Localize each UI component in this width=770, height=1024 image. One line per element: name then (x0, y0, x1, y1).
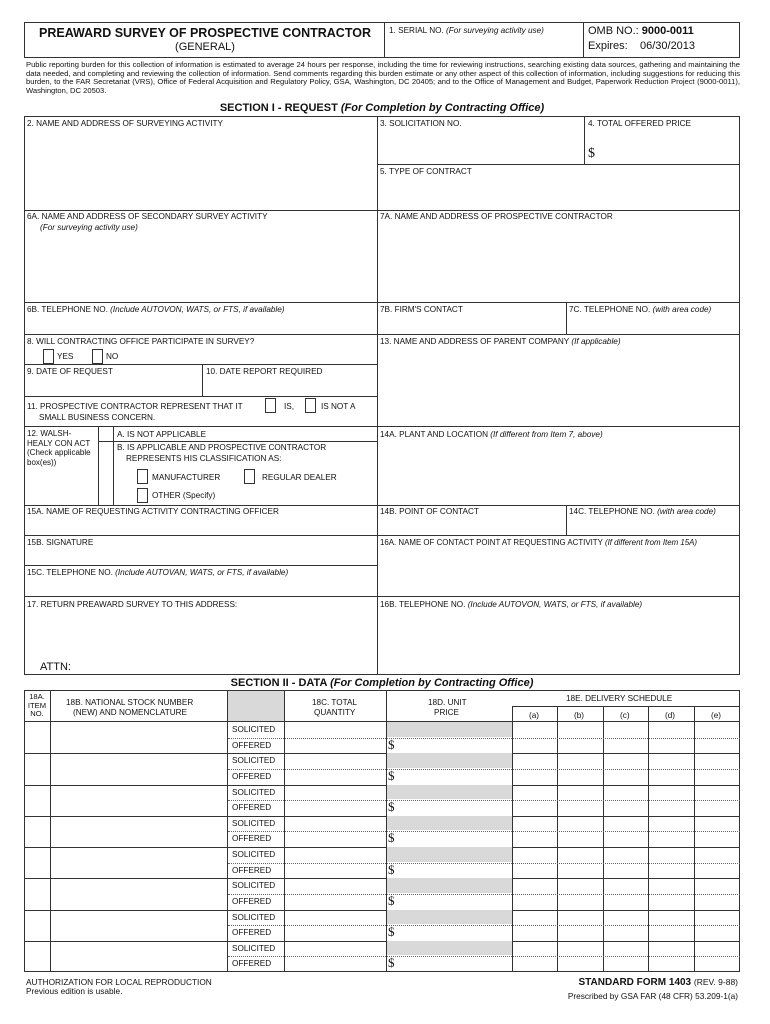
form-subtitle: (GENERAL) (175, 41, 235, 53)
solicited-label: SOLICITED (232, 818, 276, 828)
total-price-dollar: $ (588, 146, 595, 161)
solicited-label: SOLICITED (232, 881, 276, 891)
serial-no-label: 1. SERIAL NO. (For surveying activity use) (389, 26, 544, 35)
col-18c-header: 18C. TOTAL (312, 698, 358, 707)
footer-prescribed: Prescribed by GSA FAR (48 CFR) 53.209-1(a) (567, 991, 738, 1001)
col-18d-header-2: PRICE (434, 708, 460, 717)
field-4-label: 4. TOTAL OFFERED PRICE (588, 119, 691, 128)
field-11-label: 11. PROSPECTIVE CONTRACTOR REPRESENT THAT IT (27, 402, 243, 411)
offered-label: OFFERED (232, 834, 272, 844)
solicited-label: SOLICITED (232, 756, 276, 766)
unit-price-solicited-shade (387, 753, 512, 768)
field-7c-label: 7C. TELEPHONE NO. (with area code) (569, 305, 712, 314)
is-label: IS, (284, 402, 295, 411)
field-6b-label: 6B. TELEPHONE NO. (Include AUTOVON, WATS, or FTS, if available) (27, 305, 285, 314)
solicited-label: SOLICITED (232, 787, 276, 797)
offered-label: OFFERED (232, 959, 272, 969)
field-2-label: 2. NAME AND ADDRESS OF SURVEYING ACTIVITY (27, 119, 223, 128)
manufacturer-label: MANUFACTURER (152, 473, 221, 482)
regular-dealer-checkbox[interactable] (244, 469, 255, 484)
offered-label: OFFERED (232, 771, 272, 781)
field-6a-label: 6A. NAME AND ADDRESS OF SECONDARY SURVEY ACTIVITY (27, 212, 268, 221)
offered-price-dollar: $ (388, 799, 395, 815)
offered-label: OFFERED (232, 740, 272, 750)
field-6a-note: (For surveying activity use) (40, 223, 138, 232)
col-18b-header: 18B. NATIONAL STOCK NUMBER (66, 698, 194, 707)
item-row-input[interactable] (25, 847, 227, 877)
field-7b-label: 7B. FIRM'S CONTACT (380, 305, 463, 314)
footer-previous-edition: Previous edition is usable. (26, 986, 123, 996)
field-16b-label: 16B. TELEPHONE NO. (Include AUTOVON, WATS, or FTS, if available) (380, 600, 643, 609)
item-row-input[interactable] (25, 785, 227, 815)
unit-price-solicited-shade (387, 878, 512, 893)
offered-price-dollar: $ (388, 861, 395, 877)
field-8-label: 8. WILL CONTRACTING OFFICE PARTICIPATE IN SURVEY? (27, 337, 255, 346)
offered-price-dollar: $ (388, 830, 395, 846)
item-row-input[interactable] (25, 753, 227, 783)
field-11-label-2: SMALL BUSINESS CONCERN. (39, 413, 156, 422)
solicitation-no-input[interactable] (378, 128, 583, 163)
secondary-survey-activity-input[interactable] (25, 235, 375, 300)
prospective-contractor-input[interactable] (378, 224, 738, 300)
field-16a-label: 16A. NAME OF CONTACT POINT AT REQUESTING ACTIVITY (If different from Item 15A) (380, 538, 698, 547)
is-not-small-business-checkbox[interactable] (305, 398, 316, 413)
other-checkbox[interactable] (137, 488, 148, 503)
item-row-input[interactable] (25, 878, 227, 908)
offered-label: OFFERED (232, 896, 272, 906)
offered-label: OFFERED (232, 803, 272, 813)
field-12b-label: B. IS APPLICABLE AND PROSPECTIVE CONTRACTOR (117, 443, 327, 452)
form-title: PREAWARD SURVEY OF PROSPECTIVE CONTRACTOR (39, 26, 371, 40)
field-15a-label: 15A. NAME OF REQUESTING ACTIVITY CONTRACTING OFFICER (27, 507, 279, 516)
field-17-label: 17. RETURN PREAWARD SURVEY TO THIS ADDRESS: (27, 600, 238, 609)
sub-col-c: (c) (620, 711, 630, 720)
section-2-header: SECTION II - DATA (For Completion by Contracting Office) (230, 677, 534, 689)
yes-label: YES (57, 352, 74, 361)
field-14c-label: 14C. TELEPHONE NO. (with area code) (569, 507, 716, 516)
solicited-label: SOLICITED (232, 912, 276, 922)
field-13-label: 13. NAME AND ADDRESS OF PARENT COMPANY (If applicable) (380, 337, 621, 346)
sub-col-d: (d) (665, 711, 676, 720)
unit-price-solicited-shade (387, 722, 512, 737)
field-15b-label: 15B. SIGNATURE (27, 538, 94, 547)
col-18d-header: 18D. UNIT (428, 698, 467, 707)
offered-label: OFFERED (232, 865, 272, 875)
offered-price-dollar: $ (388, 767, 395, 783)
field-3-label: 3. SOLICITATION NO. (380, 119, 462, 128)
omb-number: OMB NO.: 9000-0011 (588, 25, 694, 37)
sub-col-a: (a) (529, 711, 540, 720)
omb-expires: Expires: 06/30/2013 (588, 40, 696, 52)
col-18e-header: 18E. DELIVERY SCHEDULE (566, 694, 673, 703)
col-18b-header-2: (NEW) AND NOMENCLATURE (73, 708, 188, 717)
surveying-activity-input[interactable] (25, 129, 375, 208)
total-price-input[interactable] (598, 145, 738, 163)
col-18c-header-2: QUANTITY (314, 708, 356, 717)
unit-price-solicited-shade (387, 816, 512, 831)
offered-label: OFFERED (232, 928, 272, 938)
field-15c-label: 15C. TELEPHONE NO. (Include AUTOVAN, WATS, or FTS, if available) (27, 568, 289, 577)
field-12b-label-2: REPRESENTS HIS CLASSIFICATION AS: (126, 454, 282, 463)
regular-dealer-label: REGULAR DEALER (262, 473, 337, 482)
offered-price-dollar: $ (388, 892, 395, 908)
is-small-business-checkbox[interactable] (265, 398, 276, 413)
field-9-label: 9. DATE OF REQUEST (27, 367, 113, 376)
footer-authorization: AUTHORIZATION FOR LOCAL REPRODUCTION (26, 977, 212, 987)
unit-price-solicited-shade (387, 847, 512, 862)
unit-price-solicited-shade (387, 785, 512, 800)
solicited-label: SOLICITED (232, 943, 276, 953)
attn-label: ATTN: (40, 661, 71, 673)
item-row-input[interactable] (25, 941, 227, 971)
field-14a-label: 14A. PLANT AND LOCATION (If different from Item 7, above) (380, 430, 603, 439)
offered-price-dollar: $ (388, 955, 395, 971)
field-5-label: 5. TYPE OF CONTRACT (380, 167, 472, 176)
offered-price-dollar: $ (388, 736, 395, 752)
field-12-label: 12. WALSH-HEALY CON ACT (Check applicable box(es)) (27, 429, 91, 467)
item-row-input[interactable] (25, 910, 227, 940)
sub-col-b: (b) (574, 711, 585, 720)
other-label: OTHER (Specify) (152, 491, 216, 500)
type-of-contract-input[interactable] (378, 177, 738, 208)
yes-checkbox[interactable] (43, 349, 54, 364)
field-7a-label: 7A. NAME AND ADDRESS OF PROSPECTIVE CONTRACTOR (380, 212, 613, 221)
sub-col-e: (e) (711, 711, 722, 720)
field-10-label: 10. DATE REPORT REQUIRED (206, 367, 323, 376)
header-shade (228, 691, 284, 721)
unit-price-solicited-shade (387, 910, 512, 925)
section-1-header: SECTION I - REQUEST (For Completion by Contracting Office) (219, 102, 545, 114)
footer-form-name: STANDARD FORM 1403 (REV. 9-88) (578, 977, 738, 988)
no-label: NO (106, 352, 119, 361)
no-checkbox[interactable] (92, 349, 103, 364)
offered-price-dollar: $ (388, 924, 395, 940)
burden-statement: Public reporting burden for this collection of information is estimated to average 24 hours per response, including the time for reviewing instructions, searching existing data sources, gathering and maintaining the data needed, and completing and reviewing the collection of information. Send comments regarding this burden estimate or any other aspect of this collection of information, including suggestions for reducing this burden, to the FAR Secretariat (VRS), Office of Federal Acquisition and Regulatory Policy, GSA, Washington, DC 20405; and to the Office of Management and Budget, Paperwork Reduction Project (9000-0011), Washington, DC 20503. (26, 60, 740, 95)
manufacturer-checkbox[interactable] (137, 469, 148, 484)
field-14b-label: 14B. POINT OF CONTACT (380, 507, 479, 516)
field-12a-label: A. IS NOT APPLICABLE (117, 430, 207, 439)
solicited-label: SOLICITED (232, 725, 276, 734)
unit-price-solicited-shade (387, 941, 512, 956)
item-row-input[interactable] (25, 816, 227, 846)
is-not-label: IS NOT A (321, 402, 356, 411)
item-row-input[interactable] (25, 722, 227, 752)
col-18a-header: 18A. ITEM NO. (27, 692, 47, 719)
solicited-label: SOLICITED (232, 850, 276, 859)
